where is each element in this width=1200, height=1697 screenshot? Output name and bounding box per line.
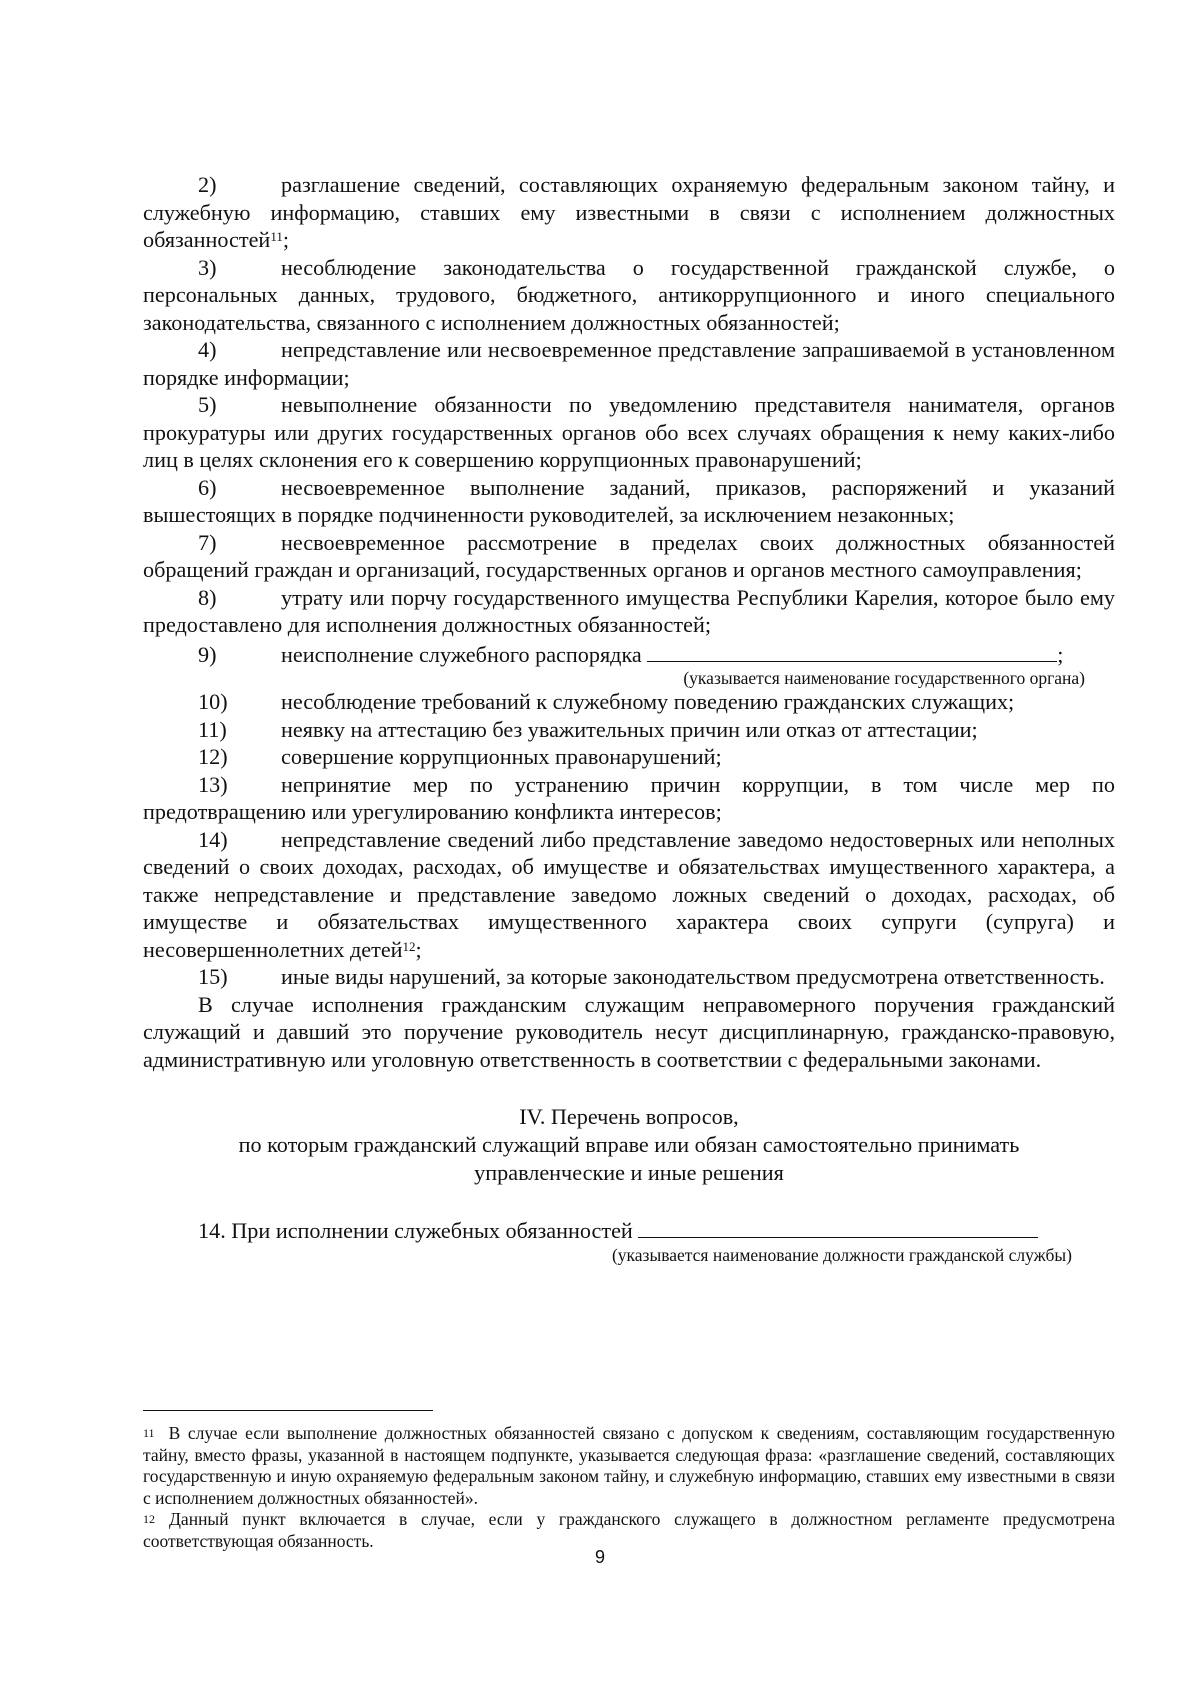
item-number: 3): [198, 254, 217, 280]
section-title: IV. Перечень вопросов,: [519, 1104, 739, 1129]
footnote-ref[interactable]: 11: [270, 229, 283, 244]
list-item: [143, 688, 1115, 716]
footnote-ref[interactable]: 12: [402, 938, 416, 954]
closing-paragraph: В случае исполнения гражданским служащим неправомерного поручения гражданский служащий и давший это поручение руководитель несут дисциплинарную, гражданско-правовую, административную или уголовную ответственность в соответствии с федеральными законами.: [143, 991, 1115, 1072]
list-item: [143, 336, 1115, 391]
item-text: невыполнение обязанности по уведомлению представителя нанимателя, органов прокуратуры или других государственных органов обо всех случаях обращения к нему каких-либо лиц в целях склонения его к совершению коррупционных правонарушений;: [143, 392, 1115, 472]
fill-in-blank[interactable]: [638, 1215, 1038, 1238]
item-number: 15): [198, 964, 228, 989]
item-text: непредставление сведений либо представление заведомо недостоверных или неполных сведений о своих доходах, расходах, об имуществе и обязательствах имущественного характера, а также непредставление и представление заведомо ложных сведений о доходах, расходах, об имуществе и обязательствах имущественного характера своих супруги (супруга) и несовершеннолетних детей: [143, 826, 1115, 962]
footnote-mark: 12: [143, 1512, 155, 1526]
fill-in-blank[interactable]: [647, 639, 1057, 662]
item-number: 11): [198, 716, 227, 742]
item-end: ;: [415, 936, 422, 962]
document-body: [143, 171, 1115, 1265]
footnote-mark: 11: [143, 1426, 155, 1440]
item-text: несвоевременное выполнение заданий, приказов, распоряжений и указаний вышестоящих в порядке подчиненности руководителей, за исключением незаконных;: [143, 474, 1115, 527]
item-end: ;: [1057, 641, 1064, 667]
footnote: [143, 1509, 1115, 1552]
page-number: 9: [594, 1547, 605, 1567]
list-item: [143, 474, 1115, 529]
list-item: [143, 639, 1115, 669]
item-text: совершение коррупционных правонарушений;: [281, 744, 722, 769]
item-number: 6): [198, 474, 217, 500]
item-text: несоблюдение законодательства о государственной гражданской службе, о персональных данных, трудового, бюджетного, антикоррупционного и иного специального законодательства, связанного с исполнением должностных обязанностей;: [143, 254, 1115, 335]
item-text: неявку на аттестацию без уважительных причин или отказ от аттестации;: [281, 716, 978, 742]
item-number: 8): [198, 584, 217, 610]
item-number: 10): [198, 689, 228, 714]
item-text: утрату или порчу государственного имущества Республики Карелия, которое было ему предоставлено для исполнения должностных обязанностей;: [143, 584, 1115, 637]
item-number: 13): [198, 771, 228, 797]
item-number: 5): [198, 392, 217, 417]
item-text: непредставление или несвоевременное представление запрашиваемой в установленном порядке информации;: [143, 337, 1115, 390]
footnote-separator: [143, 1410, 433, 1411]
list-item: [143, 254, 1115, 337]
section-subtitle: управленческие и иные решения: [474, 1160, 784, 1185]
blank-caption: (указывается наименование должности гражданской службы): [611, 1244, 1072, 1265]
list-item: [143, 391, 1115, 474]
item-text: несоблюдение требований к служебному поведению гражданских служащих;: [281, 689, 1015, 714]
item-text: несвоевременное рассмотрение в пределах своих должностных обязанностей обращений граждан и организаций, государственных органов и органов местного самоуправления;: [143, 529, 1115, 582]
list-item: [143, 171, 1115, 254]
list-item: [143, 963, 1115, 991]
item-text: непринятие мер по устранению причин коррупции, в том числе мер по предотвращению или урегулированию конфликта интересов;: [143, 771, 1115, 824]
list-item: [143, 771, 1115, 826]
list-item: [143, 826, 1115, 964]
section-subtitle: по которым гражданский служащий вправе или обязан самостоятельно принимать: [238, 1132, 1020, 1157]
footnote-text: В случае если выполнение должностных обязанностей связано с допуском к сведениям, составляющим государственную тайну, вместо фразы, указанной в настоящем подпункте, указывается следующая фраза: «разглашение сведений, составляющих государственную и иную охраняемую федеральным законом тайну, и служебную информацию, ставших ему известными в связи с исполнением должностных обязанностей».: [143, 1423, 1115, 1508]
item-number: 14): [198, 826, 228, 852]
footnote: [143, 1423, 1115, 1509]
footnotes: [143, 1423, 1115, 1552]
item-text: иные виды нарушений, за которые законодательством предусмотрена ответственность.: [281, 964, 1105, 989]
item-number: 4): [198, 337, 217, 362]
list-item: [143, 743, 1115, 771]
list-item: [143, 716, 1115, 744]
item-number: 9): [198, 641, 217, 667]
list-item: [143, 529, 1115, 584]
clause-14-text: 14. При исполнении служебных обязанностей: [198, 1218, 633, 1243]
item-number: 7): [198, 529, 217, 555]
clause-14: [143, 1215, 1115, 1245]
section-heading: [143, 1103, 1115, 1187]
blank-caption: (указывается наименование государственного органа): [683, 668, 1085, 688]
item-number: 12): [198, 744, 228, 769]
footnote-text: Данный пункт включается в случае, если у гражданского служащего в должностном регламенте предусмотрена соответствующая обязанность.: [143, 1509, 1115, 1551]
item-text: разглашение сведений, составляющих охраняемую федеральным законом тайну, и служебную информацию, ставших ему известными в связи с исполнением должностных обязанностей: [143, 172, 1115, 252]
item-text: неисполнение служебного распорядка: [281, 641, 642, 667]
item-number: 2): [198, 172, 217, 197]
item-end: ;: [282, 227, 290, 252]
list-item: [143, 584, 1115, 639]
